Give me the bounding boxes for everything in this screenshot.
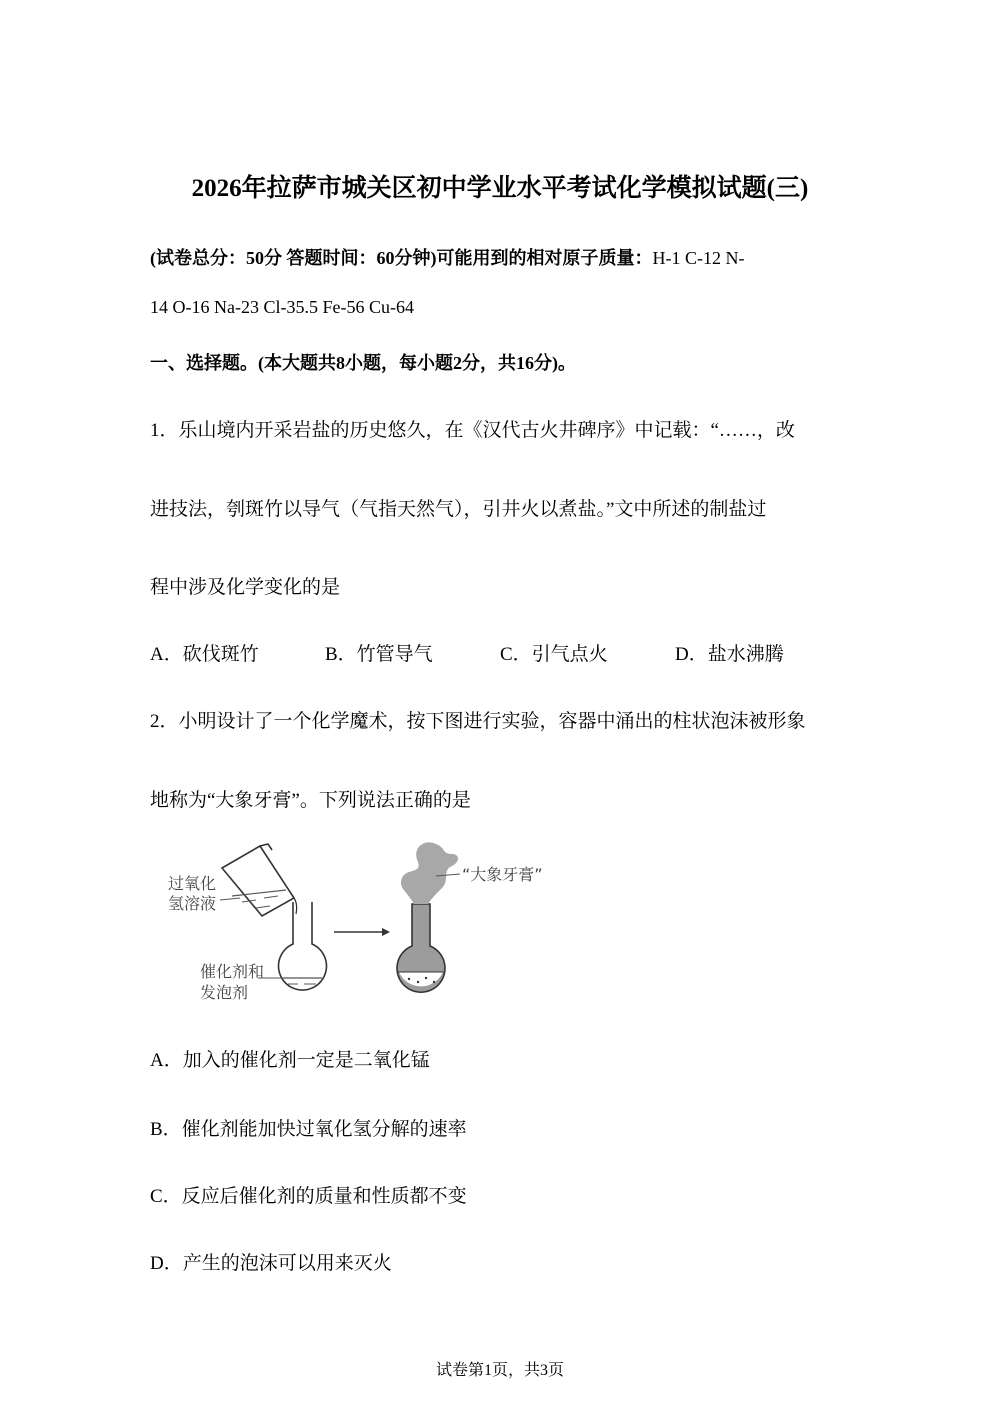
label-solution-2: 氢溶液	[168, 894, 217, 913]
question-2-option-a: A．加入的催化剂一定是二氧化锰	[150, 1050, 430, 1071]
elephant-toothpaste-figure	[160, 832, 580, 1012]
flask-right-icon	[397, 904, 445, 992]
label-foam: “大象牙膏”	[462, 865, 543, 884]
question-1-line-2: 进技法，刳斑竹以导气（气指天然气），引井火以煮盐。”文中所述的制盐过	[150, 499, 767, 520]
label-catalyst-1: 催化剂和	[200, 962, 265, 981]
exam-info-score-time: (试卷总分：50分 答题时间：60分钟)可能用到的相对原子质量：	[150, 248, 653, 268]
question-2-option-d: D．产生的泡沫可以用来灭火	[150, 1253, 392, 1274]
exam-info-line-2: 14 O-16 Na-23 Cl-35.5 Fe-56 Cu-64	[150, 297, 414, 317]
question-1-option-c: C．引气点火	[500, 644, 608, 665]
exam-info-atomic-masses-start: H-1 C-12 N-	[652, 248, 745, 268]
question-1-line-3: 程中涉及化学变化的是	[150, 577, 341, 598]
foam-icon	[401, 842, 458, 904]
label-catalyst-2: 发泡剂	[200, 983, 249, 1002]
question-2-option-c: C．反应后催化剂的质量和性质都不变	[150, 1186, 467, 1207]
beaker-icon	[222, 844, 297, 916]
question-1-line-1: 1．乐山境内开采岩盐的历史悠久，在《汉代古火井碑序》中记载：“……，改	[150, 420, 795, 441]
page-footer: 试卷第1页，共3页	[435, 1362, 564, 1379]
question-1-option-a: A．砍伐斑竹	[150, 644, 259, 665]
exam-info-line-1	[150, 244, 745, 270]
flask-left-icon	[279, 902, 327, 990]
section-heading: 一、选择题。(本大题共8小题，每小题2分，共16分)。	[150, 353, 576, 373]
question-2-option-b: B．催化剂能加快过氧化氢分解的速率	[150, 1119, 467, 1140]
page-title: 2026年拉萨市城关区初中学业水平考试化学模拟试题(三)	[191, 175, 809, 202]
solution-leader-line	[220, 898, 240, 900]
question-1-option-d: D．盐水沸腾	[675, 644, 784, 665]
question-1-option-b: B．竹管导气	[325, 644, 433, 665]
question-2-line-1: 2．小明设计了一个化学魔术，按下图进行实验，容器中涌出的柱状泡沫被形象	[150, 711, 806, 732]
arrow-right-icon	[334, 928, 390, 936]
label-solution-1: 过氧化	[168, 874, 217, 893]
question-2-line-2: 地称为“大象牙膏”。下列说法正确的是	[150, 790, 471, 811]
